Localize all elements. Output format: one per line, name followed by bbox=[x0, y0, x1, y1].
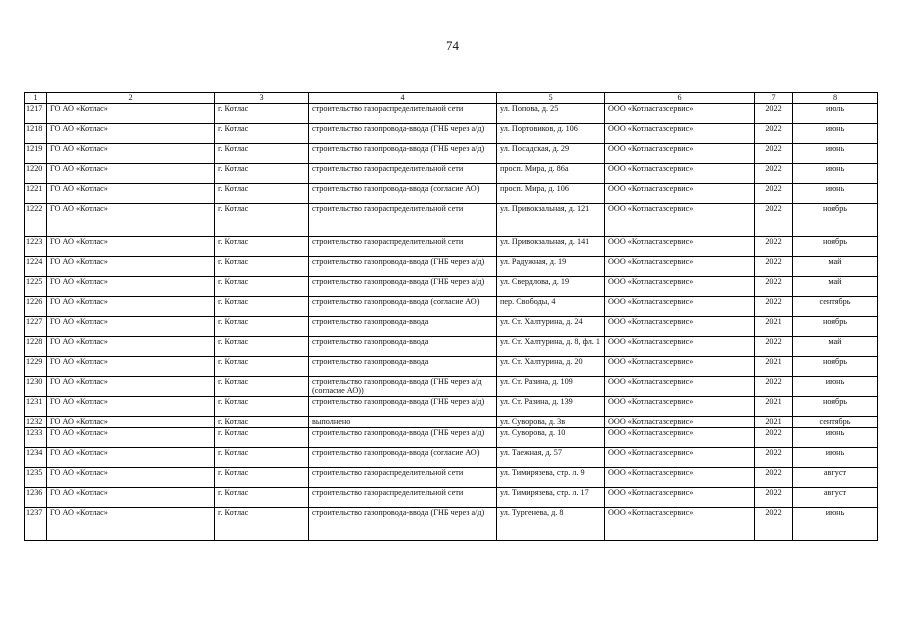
city-cell: г. Котлас bbox=[215, 447, 309, 467]
month-cell: август bbox=[793, 487, 878, 507]
work-description-cell: строительство газопровода-ввода (ГНБ через а/д) bbox=[309, 143, 497, 163]
row-number: 1228 bbox=[25, 336, 47, 356]
city-cell: г. Котлас bbox=[215, 396, 309, 416]
year-cell: 2022 bbox=[755, 123, 793, 143]
organization-cell: ГО АО «Котлас» bbox=[47, 396, 215, 416]
row-number: 1227 bbox=[25, 316, 47, 336]
organization-cell: ГО АО «Котлас» bbox=[47, 487, 215, 507]
row-number: 1226 bbox=[25, 296, 47, 316]
city-cell: г. Котлас bbox=[215, 507, 309, 540]
row-number: 1237 bbox=[25, 507, 47, 540]
contractor-cell: ООО «Котласгазсервис» bbox=[605, 396, 755, 416]
city-cell: г. Котлас bbox=[215, 163, 309, 183]
year-cell: 2021 bbox=[755, 396, 793, 416]
contractor-cell: ООО «Котласгазсервис» bbox=[605, 447, 755, 467]
work-description-cell: строительство газораспределительной сети bbox=[309, 103, 497, 123]
organization-cell: ГО АО «Котлас» bbox=[47, 296, 215, 316]
month-cell: июнь bbox=[793, 143, 878, 163]
month-cell: ноябрь bbox=[793, 203, 878, 236]
work-description-cell: строительство газораспределительной сети bbox=[309, 203, 497, 236]
work-description-cell: строительство газопровода-ввода bbox=[309, 316, 497, 336]
page-number: 74 bbox=[446, 38, 459, 53]
address-cell: ул. Привокзальная, д. 141 bbox=[497, 236, 605, 256]
work-description-cell: строительство газопровода-ввода (ГНБ через а/д (согласие АО)) bbox=[309, 376, 497, 396]
contractor-cell: ООО «Котласгазсервис» bbox=[605, 467, 755, 487]
month-cell: май bbox=[793, 336, 878, 356]
month-cell: июнь bbox=[793, 427, 878, 447]
work-description-cell: выполнено bbox=[309, 416, 497, 427]
work-description-cell: строительство газопровода-ввода (согласие АО) bbox=[309, 183, 497, 203]
work-description-cell: строительство газопровода-ввода bbox=[309, 336, 497, 356]
row-number: 1222 bbox=[25, 203, 47, 236]
column-header: 5 bbox=[497, 93, 605, 104]
address-cell: ул. Ст. Халтурина, д. 20 bbox=[497, 356, 605, 376]
table-row bbox=[25, 427, 878, 447]
row-number: 1217 bbox=[25, 103, 47, 123]
organization-cell: ГО АО «Котлас» bbox=[47, 256, 215, 276]
contractor-cell: ООО «Котласгазсервис» bbox=[605, 256, 755, 276]
year-cell: 2022 bbox=[755, 447, 793, 467]
row-number: 1236 bbox=[25, 487, 47, 507]
year-cell: 2022 bbox=[755, 376, 793, 396]
contractor-cell: ООО «Котласгазсервис» bbox=[605, 316, 755, 336]
year-cell: 2022 bbox=[755, 336, 793, 356]
organization-cell: ГО АО «Котлас» bbox=[47, 336, 215, 356]
work-description-cell: строительство газораспределительной сети bbox=[309, 467, 497, 487]
column-header: 3 bbox=[215, 93, 309, 104]
address-cell: ул. Посадская, д. 29 bbox=[497, 143, 605, 163]
table-row bbox=[25, 396, 878, 416]
address-cell: просп. Мира, д. 106 bbox=[497, 183, 605, 203]
address-cell: ул. Ст. Халтурина, д. 8, фл. 1 bbox=[497, 336, 605, 356]
contractor-cell: ООО «Котласгазсервис» bbox=[605, 376, 755, 396]
organization-cell: ГО АО «Котлас» bbox=[47, 427, 215, 447]
year-cell: 2022 bbox=[755, 143, 793, 163]
work-description-cell: строительство газопровода-ввода (ГНБ через а/д) bbox=[309, 507, 497, 540]
column-header: 2 bbox=[47, 93, 215, 104]
row-number: 1225 bbox=[25, 276, 47, 296]
work-description-cell: строительство газораспределительной сети bbox=[309, 236, 497, 256]
work-description-cell: строительство газораспределительной сети bbox=[309, 163, 497, 183]
contractor-cell: ООО «Котласгазсервис» bbox=[605, 507, 755, 540]
address-cell: ул. Таежная, д. 57 bbox=[497, 447, 605, 467]
address-cell: ул. Ст. Разина, д. 139 bbox=[497, 396, 605, 416]
row-number: 1221 bbox=[25, 183, 47, 203]
work-description-cell: строительство газопровода-ввода bbox=[309, 356, 497, 376]
row-number: 1234 bbox=[25, 447, 47, 467]
contractor-cell: ООО «Котласгазсервис» bbox=[605, 103, 755, 123]
contractor-cell: ООО «Котласгазсервис» bbox=[605, 487, 755, 507]
table-row bbox=[25, 316, 878, 336]
table-row bbox=[25, 236, 878, 256]
address-cell: ул. Ст. Разина, д. 109 bbox=[497, 376, 605, 396]
city-cell: г. Котлас bbox=[215, 103, 309, 123]
month-cell: июнь bbox=[793, 123, 878, 143]
address-cell: пер. Свободы, 4 bbox=[497, 296, 605, 316]
row-number: 1230 bbox=[25, 376, 47, 396]
city-cell: г. Котлас bbox=[215, 183, 309, 203]
table-row bbox=[25, 376, 878, 396]
work-description-cell: строительство газопровода-ввода (согласие АО) bbox=[309, 447, 497, 467]
table-row bbox=[25, 143, 878, 163]
address-cell: ул. Попова, д. 25 bbox=[497, 103, 605, 123]
contractor-cell: ООО «Котласгазсервис» bbox=[605, 356, 755, 376]
year-cell: 2021 bbox=[755, 416, 793, 427]
month-cell: июнь bbox=[793, 163, 878, 183]
year-cell: 2022 bbox=[755, 276, 793, 296]
organization-cell: ГО АО «Котлас» bbox=[47, 143, 215, 163]
city-cell: г. Котлас bbox=[215, 487, 309, 507]
table-row bbox=[25, 276, 878, 296]
address-cell: ул. Тимирязева, стр. л. 17 bbox=[497, 487, 605, 507]
year-cell: 2022 bbox=[755, 163, 793, 183]
month-cell: август bbox=[793, 467, 878, 487]
contractor-cell: ООО «Котласгазсервис» bbox=[605, 236, 755, 256]
month-cell: май bbox=[793, 256, 878, 276]
organization-cell: ГО АО «Котлас» bbox=[47, 316, 215, 336]
contractor-cell: ООО «Котласгазсервис» bbox=[605, 183, 755, 203]
address-cell: просп. Мира, д. 86а bbox=[497, 163, 605, 183]
city-cell: г. Котлас bbox=[215, 336, 309, 356]
contractor-cell: ООО «Котласгазсервис» bbox=[605, 296, 755, 316]
table-row bbox=[25, 103, 878, 123]
organization-cell: ГО АО «Котлас» bbox=[47, 356, 215, 376]
table-row bbox=[25, 203, 878, 236]
organization-cell: ГО АО «Котлас» bbox=[47, 276, 215, 296]
table-row bbox=[25, 296, 878, 316]
column-header: 1 bbox=[25, 93, 47, 104]
city-cell: г. Котлас bbox=[215, 296, 309, 316]
row-number: 1219 bbox=[25, 143, 47, 163]
address-cell: ул. Тимирязева, стр. л. 9 bbox=[497, 467, 605, 487]
column-header: 6 bbox=[605, 93, 755, 104]
city-cell: г. Котлас bbox=[215, 356, 309, 376]
year-cell: 2022 bbox=[755, 203, 793, 236]
city-cell: г. Котлас bbox=[215, 427, 309, 447]
city-cell: г. Котлас bbox=[215, 256, 309, 276]
table-row bbox=[25, 256, 878, 276]
table-row bbox=[25, 467, 878, 487]
column-header: 7 bbox=[755, 93, 793, 104]
city-cell: г. Котлас bbox=[215, 203, 309, 236]
column-header: 4 bbox=[309, 93, 497, 104]
table-row bbox=[25, 183, 878, 203]
address-cell: ул. Ст. Халтурина, д. 24 bbox=[497, 316, 605, 336]
column-header: 8 bbox=[793, 93, 878, 104]
contractor-cell: ООО «Котласгазсервис» bbox=[605, 163, 755, 183]
table-row bbox=[25, 336, 878, 356]
work-description-cell: строительство газопровода-ввода (ГНБ через а/д) bbox=[309, 396, 497, 416]
month-cell: сентябрь bbox=[793, 416, 878, 427]
city-cell: г. Котлас bbox=[215, 123, 309, 143]
organization-cell: ГО АО «Котлас» bbox=[47, 103, 215, 123]
organization-cell: ГО АО «Котлас» bbox=[47, 507, 215, 540]
row-number: 1235 bbox=[25, 467, 47, 487]
table-row bbox=[25, 123, 878, 143]
contractor-cell: ООО «Котласгазсервис» bbox=[605, 203, 755, 236]
city-cell: г. Котлас bbox=[215, 467, 309, 487]
organization-cell: ГО АО «Котлас» bbox=[47, 376, 215, 396]
month-cell: сентябрь bbox=[793, 296, 878, 316]
organization-cell: ГО АО «Котлас» bbox=[47, 203, 215, 236]
city-cell: г. Котлас bbox=[215, 236, 309, 256]
organization-cell: ГО АО «Котлас» bbox=[47, 416, 215, 427]
year-cell: 2022 bbox=[755, 427, 793, 447]
table-row bbox=[25, 487, 878, 507]
year-cell: 2022 bbox=[755, 487, 793, 507]
address-cell: ул. Свердлова, д. 19 bbox=[497, 276, 605, 296]
month-cell: июль bbox=[793, 103, 878, 123]
table-row bbox=[25, 507, 878, 540]
row-number: 1232 bbox=[25, 416, 47, 427]
organization-cell: ГО АО «Котлас» bbox=[47, 123, 215, 143]
address-cell: ул. Радужная, д. 19 bbox=[497, 256, 605, 276]
month-cell: ноябрь bbox=[793, 316, 878, 336]
month-cell: июнь bbox=[793, 376, 878, 396]
table-row bbox=[25, 163, 878, 183]
organization-cell: ГО АО «Котлас» bbox=[47, 163, 215, 183]
work-description-cell: строительство газопровода-ввода (ГНБ через а/д) bbox=[309, 256, 497, 276]
year-cell: 2022 bbox=[755, 256, 793, 276]
row-number: 1223 bbox=[25, 236, 47, 256]
organization-cell: ГО АО «Котлас» bbox=[47, 183, 215, 203]
organization-cell: ГО АО «Котлас» bbox=[47, 236, 215, 256]
year-cell: 2022 bbox=[755, 296, 793, 316]
month-cell: июнь bbox=[793, 447, 878, 467]
year-cell: 2021 bbox=[755, 316, 793, 336]
address-cell: ул. Привокзальная, д. 121 bbox=[497, 203, 605, 236]
month-cell: ноябрь bbox=[793, 396, 878, 416]
contractor-cell: ООО «Котласгазсервис» bbox=[605, 276, 755, 296]
table-row bbox=[25, 416, 878, 427]
work-description-cell: строительство газопровода-ввода (ГНБ через а/д) bbox=[309, 427, 497, 447]
year-cell: 2022 bbox=[755, 467, 793, 487]
contractor-cell: ООО «Котласгазсервис» bbox=[605, 416, 755, 427]
row-number: 1220 bbox=[25, 163, 47, 183]
table-row bbox=[25, 447, 878, 467]
city-cell: г. Котлас bbox=[215, 416, 309, 427]
city-cell: г. Котлас bbox=[215, 276, 309, 296]
row-number: 1218 bbox=[25, 123, 47, 143]
year-cell: 2022 bbox=[755, 507, 793, 540]
month-cell: июнь bbox=[793, 183, 878, 203]
month-cell: июнь bbox=[793, 507, 878, 540]
year-cell: 2022 bbox=[755, 183, 793, 203]
registry-table bbox=[24, 92, 878, 541]
contractor-cell: ООО «Котласгазсервис» bbox=[605, 336, 755, 356]
contractor-cell: ООО «Котласгазсервис» bbox=[605, 123, 755, 143]
month-cell: май bbox=[793, 276, 878, 296]
work-description-cell: строительство газораспределительной сети bbox=[309, 487, 497, 507]
work-description-cell: строительство газопровода-ввода (ГНБ через а/д) bbox=[309, 276, 497, 296]
city-cell: г. Котлас bbox=[215, 376, 309, 396]
contractor-cell: ООО «Котласгазсервис» bbox=[605, 143, 755, 163]
row-number: 1224 bbox=[25, 256, 47, 276]
year-cell: 2021 bbox=[755, 356, 793, 376]
month-cell: ноябрь bbox=[793, 236, 878, 256]
table-row bbox=[25, 356, 878, 376]
city-cell: г. Котлас bbox=[215, 316, 309, 336]
address-cell: ул. Суворова, д. 3в bbox=[497, 416, 605, 427]
address-cell: ул. Портовиков, д. 106 bbox=[497, 123, 605, 143]
row-number: 1229 bbox=[25, 356, 47, 376]
table-header-row bbox=[25, 93, 878, 104]
address-cell: ул. Тургенева, д. 8 bbox=[497, 507, 605, 540]
organization-cell: ГО АО «Котлас» bbox=[47, 447, 215, 467]
work-description-cell: строительство газопровода-ввода (ГНБ через а/д) bbox=[309, 123, 497, 143]
work-description-cell: строительство газопровода-ввода (согласие АО) bbox=[309, 296, 497, 316]
contractor-cell: ООО «Котласгазсервис» bbox=[605, 427, 755, 447]
row-number: 1231 bbox=[25, 396, 47, 416]
year-cell: 2022 bbox=[755, 103, 793, 123]
organization-cell: ГО АО «Котлас» bbox=[47, 467, 215, 487]
year-cell: 2022 bbox=[755, 236, 793, 256]
month-cell: ноябрь bbox=[793, 356, 878, 376]
city-cell: г. Котлас bbox=[215, 143, 309, 163]
address-cell: ул. Суворова, д. 10 bbox=[497, 427, 605, 447]
row-number: 1233 bbox=[25, 427, 47, 447]
